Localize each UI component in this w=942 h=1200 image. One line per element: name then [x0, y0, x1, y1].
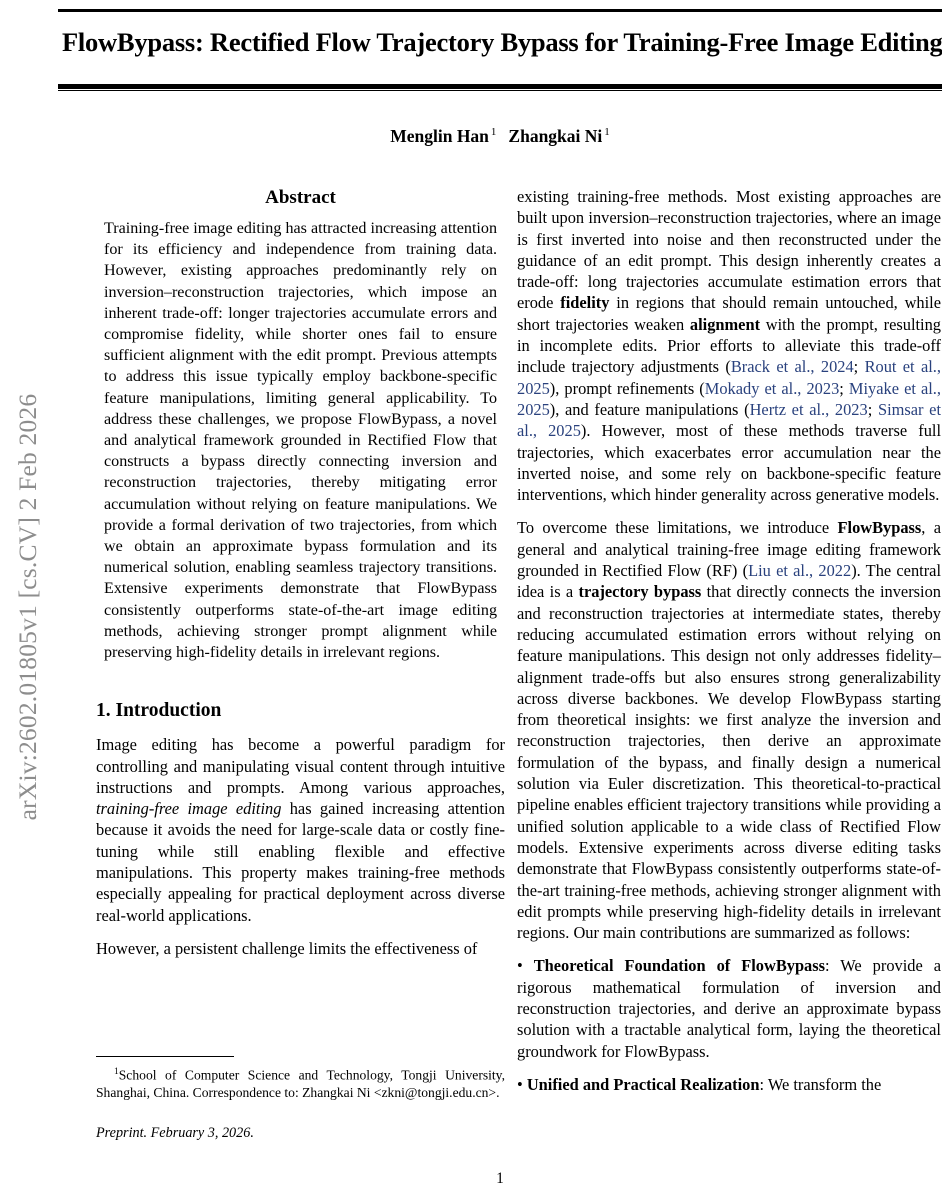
rp1-s4: ; [853, 357, 865, 377]
author-list [58, 121, 942, 147]
author-name-2: Zhangkai Ni [508, 125, 603, 146]
author-affiliation-mark-1: 1 [490, 126, 497, 138]
rp1-bold-fidelity: fidelity [560, 293, 610, 313]
rp1-s2: in regions that should remain untouched, while short trajectories weaken [517, 293, 941, 334]
citation-link-mokady-2023[interactable]: Mokady et al., 2023 [704, 378, 840, 398]
rp1-s3: with the prompt, resulting in incomplete edits. Prior efforts to alleviate this trade-off include trajectory adjustments ( [517, 314, 942, 377]
citation-link-rout-2025[interactable]: Rout et al., 2025 [517, 357, 941, 398]
footnote-mark: 1 [114, 1067, 119, 1077]
contribution-2-title: Unified and Practical Realization [526, 1074, 760, 1094]
contribution-bullet-1 [517, 955, 941, 1061]
page-title: FlowBypass: Rectified Flow Trajectory Bypass for Training-Free Image Editing [62, 27, 942, 57]
rp1-s8: ; [867, 399, 878, 419]
footnote-affiliation-text: School of Computer Science and Technology, Tongji University, Shanghai, China. Correspondence to: Zhangkai Ni <zkni@tongji.edu.cn>. [96, 1067, 505, 1101]
rp2-s2: , a general and analytical training-free image editing framework grounded in Rectified Flow (RF) ( [517, 518, 941, 581]
citation-link-simsar-2025[interactable]: Simsar et al., 2025 [517, 399, 942, 441]
arxiv-stamp-text: arXiv:2602.01805v1 [cs.CV] 2 Feb 2026 [13, 393, 42, 821]
footnote-affiliation [96, 1064, 505, 1102]
page-number: 1 [496, 1170, 504, 1187]
author-affiliation-mark-2: 1 [604, 126, 610, 138]
intro-p1-part-a: Image editing has become a powerful paradigm for controlling and manipulating visual content through intuitive instructions and prompts. Among various approaches, [96, 735, 505, 797]
citation-link-hertz-2023[interactable]: Hertz et al., 2023 [749, 399, 868, 419]
bullet-icon-2: • [517, 1074, 527, 1094]
intro-paragraph-1 [96, 734, 505, 926]
bullet-icon-1: • [517, 956, 534, 976]
left-column [96, 186, 505, 971]
intro-p1-italic: training-free image editing [96, 799, 282, 819]
header-rule-double [58, 84, 942, 89]
citation-link-miyake-2025[interactable]: Miyake et al., 2025 [517, 378, 942, 419]
rp2-bold-flowbypass: FlowBypass [837, 518, 922, 538]
paper-page [58, 0, 942, 1200]
rp1-bold-alignment: alignment [689, 314, 761, 334]
contribution-2-text: : We transform the [759, 1074, 882, 1094]
abstract-heading: Abstract [265, 187, 336, 208]
author-name-1: Menglin Han [390, 125, 489, 146]
rp1-s9: ). However, most of these methods traverse full trajectories, which exacerbates error accumulation near the inverted noise, and some rely on backbone-specific feature interventions, which hinder generality across generative models. [517, 421, 941, 505]
rp2-s3: ). The central idea is a [517, 561, 941, 602]
rp2-bold-trajectory-bypass: trajectory bypass [578, 582, 702, 602]
contribution-1-title: Theoretical Foundation of FlowBypass [533, 956, 826, 976]
citation-link-liu-2022[interactable]: Liu et al., 2022 [748, 561, 852, 581]
right-column [517, 186, 941, 1107]
contribution-1-text: : We provide a rigorous mathematical formulation of inversion and reconstruction trajectories, and derive an approximate bypass solution with a tractable analytical form, laying the theoretical groundwork for FlowBypass. [517, 956, 941, 1061]
citation-link-brack-2024[interactable]: Brack et al., 2024 [730, 357, 854, 377]
footnote-rule [96, 1056, 234, 1057]
intro-paragraph-2: However, a persistent challenge limits the effectiveness of [96, 938, 478, 958]
section-heading-introduction: 1. Introduction [96, 700, 222, 722]
contribution-bullet-2 [517, 1074, 941, 1095]
right-paragraph-1 [517, 186, 941, 505]
rp2-s1: To overcome these limitations, we introduce [517, 518, 838, 538]
abstract-text: Training-free image editing has attracted increasing attention for its efficiency and independence from training data. However, existing approaches predominantly rely on inversion–reconstruction trajectories, which impose an inherent trade-off: longer trajectories accumulate errors and compromise fidelity, while shorter ones fail to ensure sufficient alignment with the edit prompt. Previous attempts to address this issue typically employ backbone-specific feature manipulations, limiting general applicability. To address these challenges, we propose FlowBypass, a novel and analytical framework grounded in Rectified Flow that constructs a bypass directly connecting inversion and reconstruction trajectories, thereby mitigating error accumulation without relying on feature manipulations. We provide a formal derivation of two trajectories, from which we obtain an approximate bypass formulation and its numerical solution, enabling seamless trajectory transitions. Extensive experiments demonstrate that FlowBypass consistently outperforms state-of-the-art image editing methods, achieving stronger prompt alignment while preserving high-fidelity details in irrelevant regions. [104, 220, 497, 662]
rp1-s7: ), and feature manipulations ( [549, 399, 750, 419]
rp1-s5: ), prompt refinements ( [549, 378, 705, 398]
intro-p1-part-b: has gained increasing attention because it avoids the need for large-scale data or costly fine-tuning while still enabling flexible and effective manipulations. This property makes training-free methods especially appealing for practical deployment across diverse real-world applications. [96, 799, 505, 925]
rp1-s1: existing training-free methods. Most existing approaches are built upon inversion–reconstruction trajectories, where an image is first inverted into noise and then reconstructed under the guidance of an edit prompt. This design inherently creates a trade-off: long trajectories accumulate estimation errors that erode [517, 187, 941, 313]
preprint-notice: Preprint. February 3, 2026. [96, 1124, 254, 1141]
right-paragraph-2 [517, 517, 941, 943]
rp2-s4: that directly connects the inversion and reconstruction trajectories at intermediate states, thereby reducing accumulated estimation errors without relying on feature manipulations. This design not only addresses fidelity–alignment trade-offs but also ensures strong generalizability across diverse backbones. We develop FlowBypass starting from theoretical insights: we first analyze the inversion and reconstruction trajectories, then derive an approximate formulation of the bypass, and finally design a numerical solution via Euler discretization. This theoretical-to-practical pipeline enables efficient trajectory transitions while providing a unified solution applicable to a wide class of Rectified Flow models. Extensive experiments across diverse editing tasks demonstrate that FlowBypass consistently outperforms state-of-the-art training-free methods, achieving stronger alignment with edit prompts while preserving high-fidelity details in irrelevant regions. Our main contributions are summarized as follows: [517, 582, 941, 943]
header-rule-top [58, 9, 942, 12]
arxiv-stamp [0, 0, 56, 1200]
footnote-block [96, 1056, 505, 1142]
rp1-s6: ; [839, 378, 849, 398]
